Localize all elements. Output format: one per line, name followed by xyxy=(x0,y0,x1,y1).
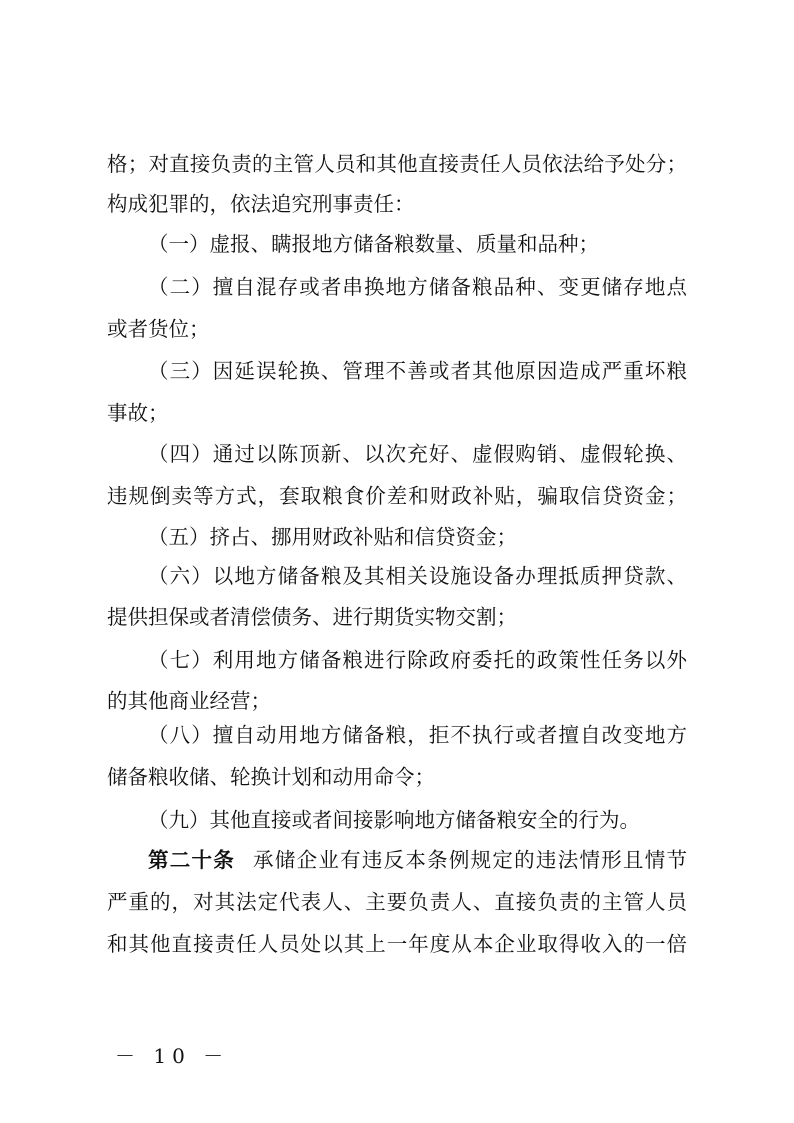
text-line: 和其他直接责任人员处以其上一年度从本企业取得收入的一倍 xyxy=(107,932,687,956)
page-number: － 10 － xyxy=(115,1044,230,1068)
text-line: 格；对直接负责的主管人员和其他直接责任人员依法给予处分； xyxy=(107,152,687,176)
list-item-1: （一）虚报、瞒报地方储备粮数量、质量和品种； xyxy=(148,232,599,256)
list-item-4: （四）通过以陈顶新、以次充好、虚假购销、虚假轮换、 xyxy=(148,442,687,466)
text-line: 或者货位； xyxy=(107,317,210,341)
text-line: 事故； xyxy=(107,401,169,425)
list-item-3: （三）因延误轮换、管理不善或者其他原因造成严重坏粮 xyxy=(148,359,687,383)
text-line: 的其他商业经营； xyxy=(107,689,271,713)
list-item-8: （八）擅自动用地方储备粮，拒不执行或者擅自改变地方 xyxy=(148,723,687,747)
list-item-6: （六）以地方储备粮及其相关设施设备办理抵质押贷款、 xyxy=(148,564,687,588)
text-line: 储备粮收储、轮换计划和动用命令； xyxy=(107,765,435,789)
list-item-2: （二）擅自混存或者串换地方储备粮品种、变更储存地点 xyxy=(148,275,687,299)
article-heading: 第二十条 xyxy=(148,848,236,872)
article-line xyxy=(148,845,687,875)
text-line: 提供担保或者清偿债务、进行期货实物交割； xyxy=(107,605,517,629)
text-line: 违规倒卖等方式，套取粮食价差和财政补贴，骗取信贷资金； xyxy=(107,484,687,508)
list-item-9: （九）其他直接或者间接影响地方储备粮安全的行为。 xyxy=(148,808,640,832)
list-item-7: （七）利用地方储备粮进行除政府委托的政策性任务以外 xyxy=(148,648,687,672)
article-first-line: 承储企业有违反本条例规定的违法情形且情节 xyxy=(253,848,688,872)
text-line: 严重的，对其法定代表人、主要负责人、直接负责的主管人员 xyxy=(107,890,687,914)
text-line: 构成犯罪的，依法追究刑事责任： xyxy=(107,192,415,216)
list-item-5: （五）挤占、挪用财政补贴和信贷资金； xyxy=(148,525,517,549)
